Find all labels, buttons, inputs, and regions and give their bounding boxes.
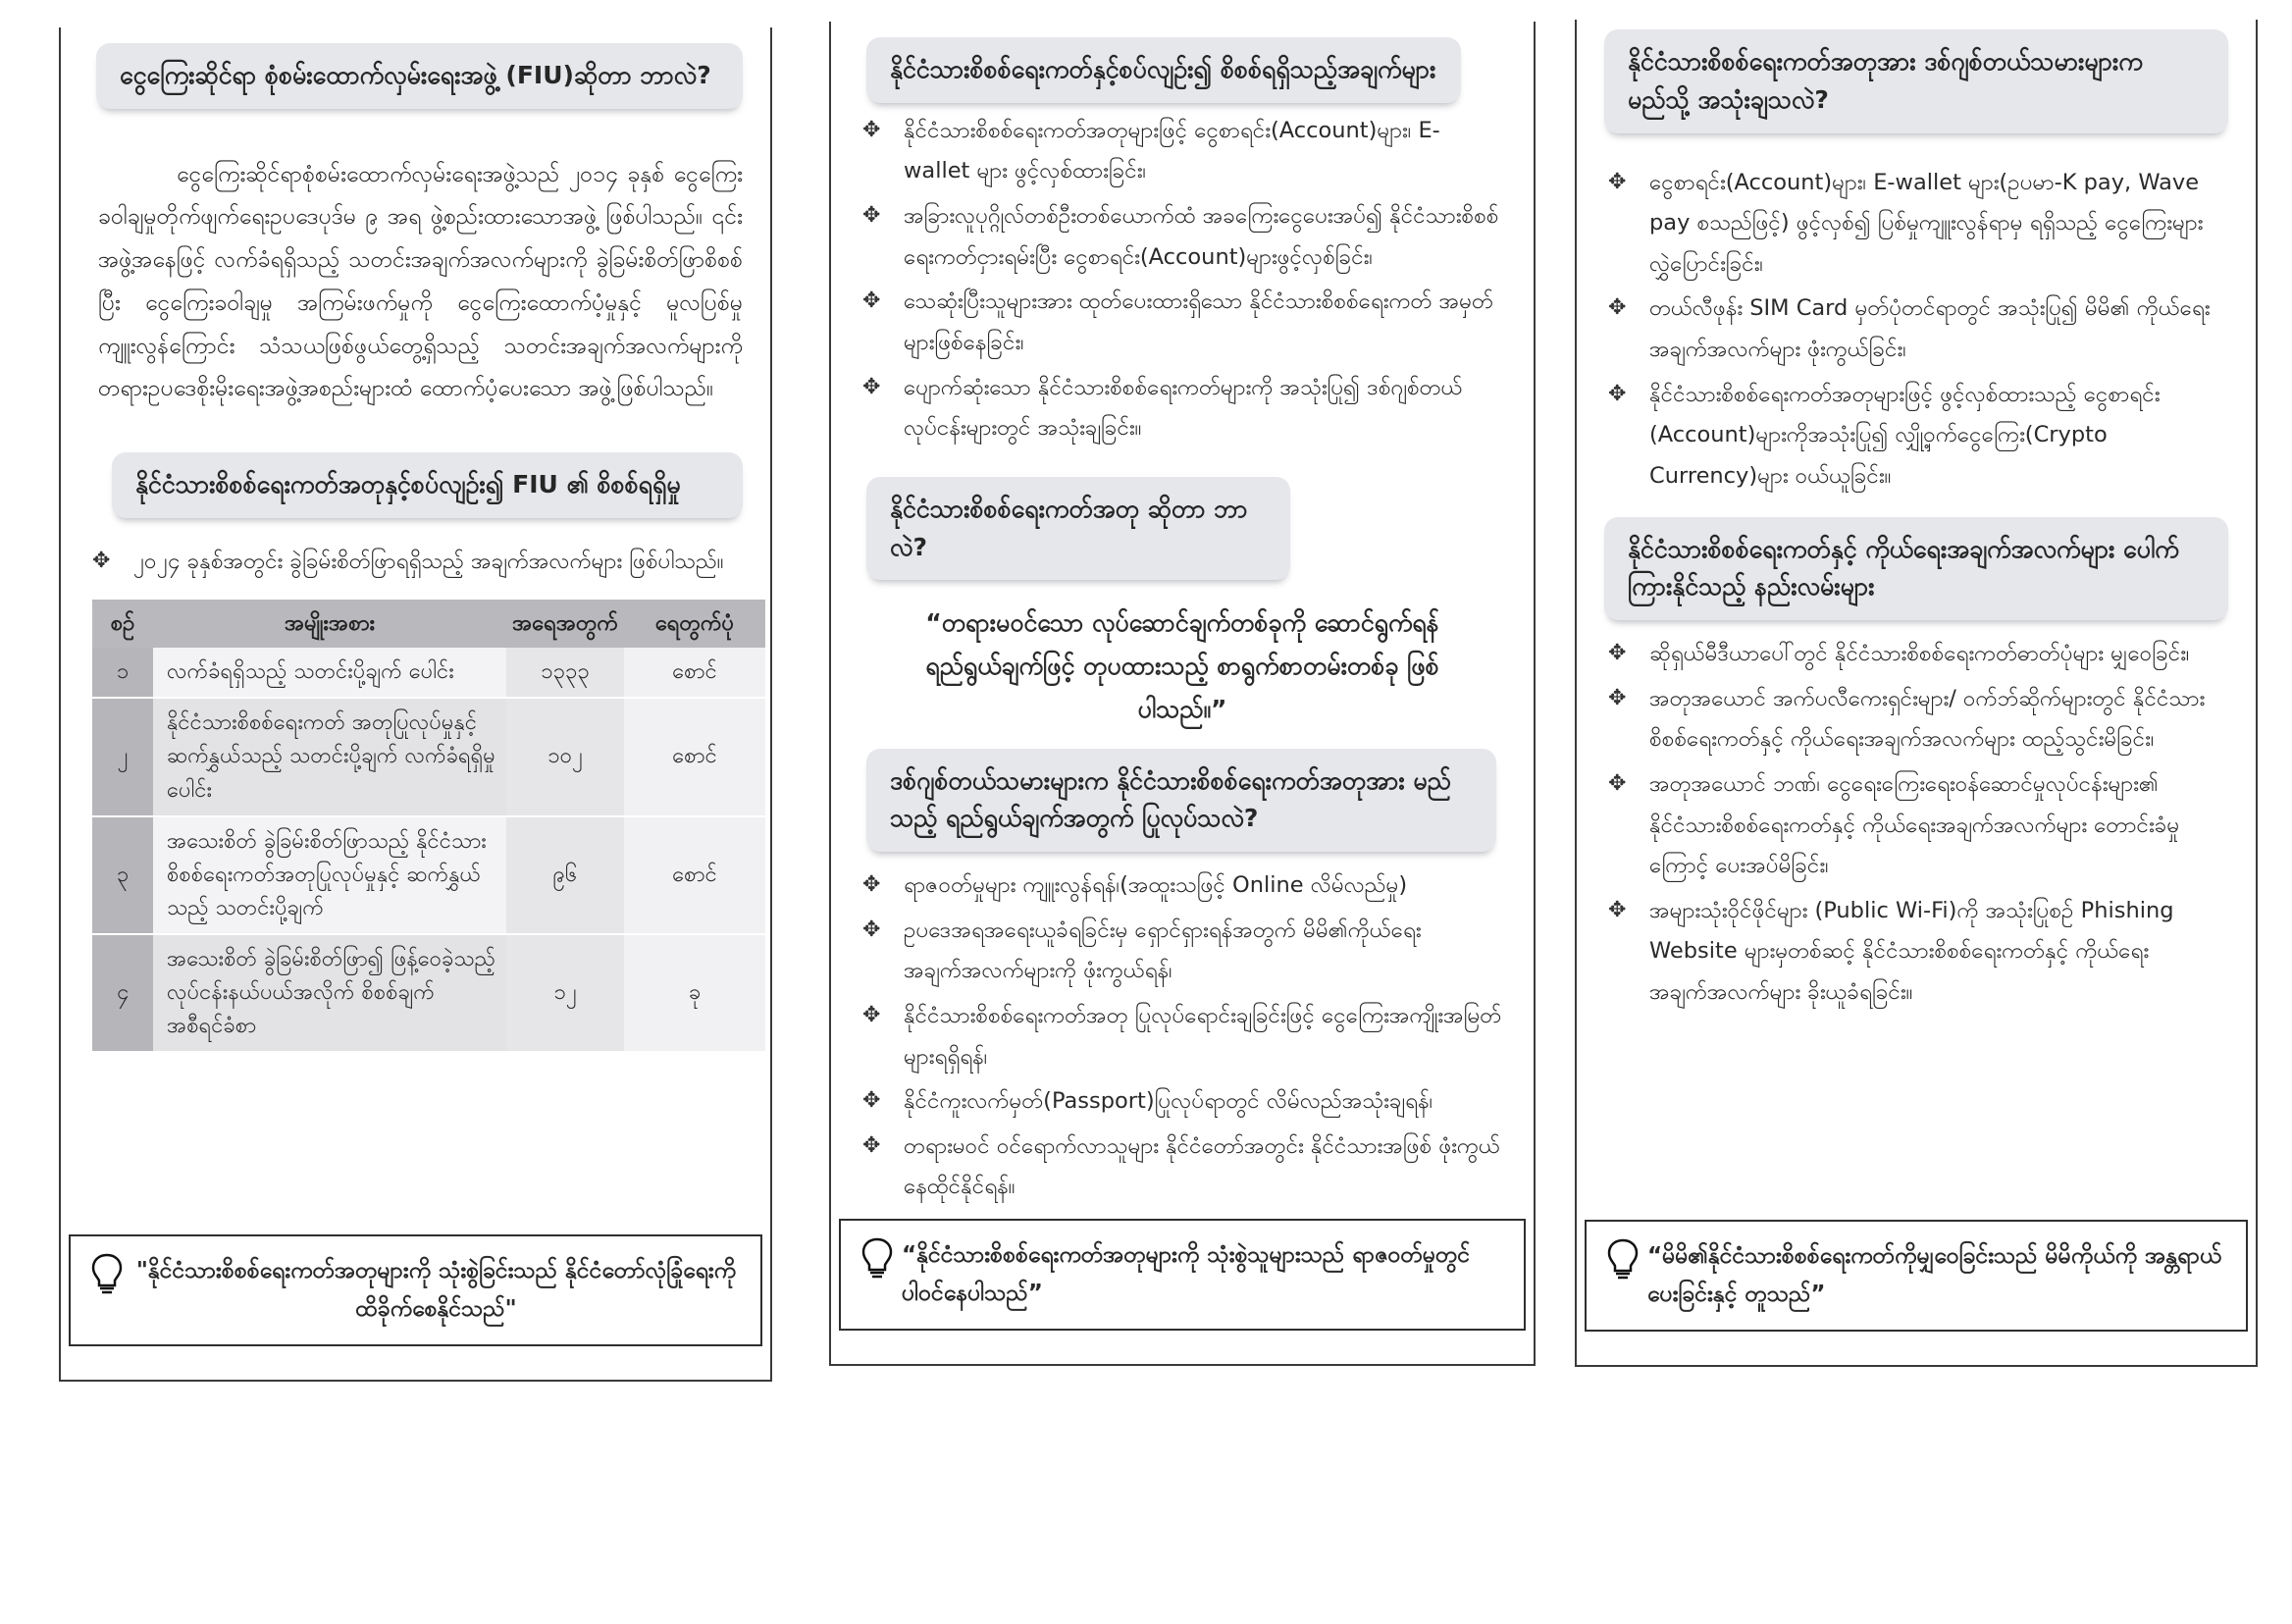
misuse-quote-box [1585,1220,2248,1332]
bullet-text: အတုအယောင် အက်ပလီကေးရှင်းများ/ ဝက်ဘ်ဆိုက်များတွင် နိုင်ငံသားစိစစ်ရေးကတ်နှင့် ကိုယ်ရေးအချက်အလက်များ ထည့်သွင်းမိခြင်း၊ [1649,685,2206,753]
fake-card-definition-heading: နိုင်ငံသားစိစစ်ရေးကတ်အတု ဆိုတာ ဘာလဲ? [866,477,1290,581]
lightbulb-icon [860,1236,894,1280]
bullet-icon: ✥ [1608,641,1627,665]
lightbulb-icon [90,1252,124,1295]
list-item [859,996,1506,1077]
fiu-intro: ငွေကြေးဆိုင်ရာစုံစမ်းထောက်လှမ်းရေးအဖွဲ့သည် ၂၀၁၄ ခုနှစ် ငွေကြေးခဝါချမှုတိုက်ဖျက်ရေးဥပဒေပုဒ်မ ၉ အရ ဖွဲ့စည်းထားသောအဖွဲ့ ဖြစ်ပါသည်။ ၎င်းအဖွဲ့အနေဖြင့် လက်ခံရရှိသည့် သတင်းအချက်အလက်များကို ခွဲခြမ်းစိတ်ဖြာစိစစ်ပြီး ငွေကြေးခဝါချမှု အကြမ်းဖက်မှုကို ငွေကြေးထောက်ပံ့မှုနှင့် မူလပြစ်မှုကျူးလွန်ကြောင်း သံသယဖြစ်ဖွယ်တွေ့ရှိသည့် သတင်းအချက်အလက်များကို တရားဥပဒေစိုးမိုးရေးအဖွဲ့အစည်းများထံ ထောက်ပံ့ပေးသော အဖွဲ့ဖြစ်ပါသည်။ [98,161,743,402]
list-item [1604,375,2228,498]
row-type: လက်ခံရရှိသည့် သတင်းပို့ချက် ပေါင်း [153,648,506,698]
row-no: ၃ [92,816,153,934]
bullet-icon: ✥ [862,872,881,897]
bullet-icon: ✥ [862,288,881,314]
table-header-count: အရေအတွက် [506,600,624,648]
table-header-unit: ရေတွက်ပုံ [624,600,765,648]
list-item [859,911,1506,992]
panel-id-card-findings [829,22,1536,1366]
row-unit: ခု [624,934,765,1052]
table-row [92,816,765,934]
bullet-icon: ✥ [862,917,881,942]
list-item [1604,679,2228,760]
bullet-text: နိုင်ငံကူးလက်မှတ်(Passport)ပြုလုပ်ရာတွင် လိမ်လည်အသုံးချရန်၊ [904,1088,1433,1115]
findings-heading: နိုင်ငံသားစိစစ်ရေးကတ်နှင့်စပ်လျဉ်း၍ စိစစ်ရရှိသည့်အချက်များ [866,37,1461,103]
bullet-text: အခြားလူပုဂ္ဂိုလ်တစ်ဦးတစ်ယောက်ထံ အခကြေးငွေပေးအပ်၍ နိုင်ငံသားစိစစ်ရေးကတ်ငှားရမ်းပြီး ငွေစာရင်း(Account)များဖွင့်လှစ်ခြင်း၊ [904,203,1499,270]
list-item [859,282,1506,363]
list-item [1604,891,2228,1014]
row-type: အသေးစိတ် ခွဲခြမ်းစိတ်ဖြာ၍ ဖြန့်ဝေခဲ့သည့် လုပ်ငန်းနယ်ပယ်အလိုက် စိစစ်ချက်အစီရင်ခံစာ [153,934,506,1052]
bullet-icon: ✥ [1608,897,1627,922]
bullet-icon: ✥ [862,374,881,399]
fiu-stats-heading: နိုင်ငံသားစိစစ်ရေးကတ်အတုနှင့်စပ်လျဉ်း၍ FIU ၏ စိစစ်ရရှိမှု [112,452,743,518]
leak-methods-heading: နိုင်ငံသားစိစစ်ရေးကတ်နှင့် ကိုယ်ရေးအချက်အလက်များ ပေါက်ကြားနိုင်သည့် နည်းလမ်းများ [1604,517,2228,621]
table-row [92,934,765,1052]
list-item [859,865,1506,907]
bullet-text: နိုင်ငံသားစိစစ်ရေးကတ်အတုများဖြင့် ဖွင့်လှစ်ထားသည့် ငွေစာရင်း (Account)များကိုအသုံးပြု၍ လျှို့ဝှက်ငွေကြေး(Crypto Currency)များ ဝယ်ယူခြင်း။ [1649,381,2161,489]
bullet-text: ပျောက်ဆုံးသော နိုင်ငံသားစိစစ်ရေးကတ်များကို အသုံးပြု၍ ဒစ်ဂျစ်တယ် လုပ်ငန်းများတွင် အသုံးချခြင်း။ [904,374,1463,442]
bullet-text: ရာဇဝတ်မှုများ ကျူးလွန်ရန်၊(အထူးသဖြင့် Online လိမ်လည်မှု) [904,872,1408,898]
bullet-text: တယ်လီဖုန်း SIM Card မှတ်ပုံတင်ရာတွင် အသုံးပြု၍ မိမိ၏ ကိုယ်ရေးအချက်အလက်များ ဖုံးကွယ်ခြင်း၊ [1649,295,2211,362]
fiu-quote-box [69,1234,762,1346]
row-no: ၁ [92,648,153,698]
list-item [1604,288,2228,370]
row-count: ၉၆ [506,816,624,934]
row-type: အသေးစိတ် ခွဲခြမ်းစိတ်ဖြာသည့် နိုင်ငံသားစိစစ်ရေးကတ်အတုပြုလုပ်မှုနှင့် ဆက်နွှယ်သည့် သတင်းပို့ချက် [153,816,506,934]
bullet-icon: ✥ [862,1132,881,1158]
list-item [859,111,1506,192]
row-no: ၄ [92,934,153,1052]
table-header-type: အမျိုးအစား [153,600,506,648]
bullet-icon: ✥ [862,1088,881,1114]
bullet-icon: ✥ [1608,295,1627,321]
bullet-text: ၂၀၂၄ ခုနှစ်အတွင်း ခွဲခြမ်းစိတ်ဖြာရရှိသည့် အချက်အလက်များ ဖြစ်ပါသည်။ [133,548,724,574]
purpose-heading: ဒစ်ဂျစ်တယ်သမားများက နိုင်ငံသားစိစစ်ရေးကတ်အတုအား မည်သည့် ရည်ရွယ်ချက်အတွက် ပြုလုပ်သလဲ? [866,749,1496,853]
misuse-heading: နိုင်ငံသားစိစစ်ရေးကတ်အတုအား ဒစ်ဂျစ်တယ်သမားများက မည်သို့ အသုံးချသလဲ? [1604,29,2228,133]
bullet-text: ငွေစာရင်း(Account)များ၊ E-wallet များ(ဥပမာ-K pay, Wave pay စသည်ဖြင့်) ဖွင့်လှစ်၍ ပြစ်မှုကျူးလွန်ရာမှ ရရှိသည့် ငွေကြေးများ လွှဲပြောင်းခြင်း၊ [1649,169,2204,277]
row-count: ၁၂ [506,934,624,1052]
fake-card-definition: “တရားမဝင်သော လုပ်ဆောင်ချက်တစ်ခုကို ဆောင်ရွက်ရန် ရည်ရွယ်ချက်ဖြင့် တုပထားသည့် စာရွက်စာတမ်းတစ်ခု ဖြစ်ပါသည်။” [925,608,1439,723]
fiu-heading: ငွေကြေးဆိုင်ရာ စုံစမ်းထောက်လှမ်းရေးအဖွဲ့ (FIU)ဆိုတာ ဘာလဲ? [96,43,743,109]
findings-quote-box [839,1219,1526,1331]
lightbulb-icon [1606,1237,1640,1281]
panel-fiu [59,27,772,1382]
list-item [859,196,1506,278]
list-item [1604,634,2228,675]
misuse-quote-text: “မိမိ၏နိုင်ငံသားစိစစ်ရေးကတ်ကိုမျှဝေခြင်းသည် မိမိကိုယ်ကို အန္တရာယ်ပေးခြင်းနှင့် တူသည်” [1647,1242,2222,1307]
table-row [92,698,765,815]
list-item [859,1081,1506,1123]
bullet-text: နိုင်ငံသားစိစစ်ရေးကတ်အတု ပြုလုပ်ရောင်းချခြင်းဖြင့် ငွေကြေးအကျိုးအမြတ်များရရှိရန်၊ [904,1002,1502,1070]
bullet-text: တရားမဝင် ဝင်ရောက်လာသူများ နိုင်ငံတော်အတွင်း နိုင်ငံသားအဖြစ် ဖုံးကွယ်နေထိုင်နိုင်ရန်။ [904,1132,1500,1200]
row-count: ၁၃၃၃ [506,648,624,698]
list-item [88,542,743,583]
table-header-row [92,600,765,648]
row-no: ၂ [92,698,153,815]
row-unit: စောင် [624,648,765,698]
bullet-text: အများသုံးဝိုင်ဖိုင်များ (Public Wi-Fi)ကို အသုံးပြုစဉ် Phishing Website များမှတစ်ဆင့် နိုင်ငံသားစိစစ်ရေးကတ်နှင့် ကိုယ်ရေးအချက်အလက်များ ခိုးယူခံရခြင်း။ [1649,897,2174,1005]
fiu-quote-text: "နိုင်ငံသားစိစစ်ရေးကတ်အတုများကို သုံးစွဲခြင်းသည် နိုင်ငံတော်လုံခြုံရေးကို ထိခိုက်စေနိုင်သည်" [135,1257,737,1322]
bullet-text: နိုင်ငံသားစိစစ်ရေးကတ်အတုများဖြင့် ငွေစာရင်း(Account)များ၊ E-wallet များ ဖွင့်လှစ်ထားခြင်း၊ [904,117,1440,184]
row-count: ၁၀၂ [506,698,624,815]
list-item [859,1126,1506,1208]
bullet-icon: ✥ [92,548,111,573]
bullet-icon: ✥ [1608,770,1627,796]
bullet-text: ဥပဒေအရအရေးယူခံရခြင်းမှ ရှောင်ရှားရန်အတွက် မိမိ၏ကိုယ်ရေးအချက်အလက်များကို ဖုံးကွယ်ရန်၊ [904,917,1422,984]
list-item [1604,764,2228,887]
bullet-text: ဆိုရှယ်မီဒီယာပေါ်တွင် နိုင်ငံသားစိစစ်ရေးကတ်ဓာတ်ပုံများ မျှဝေခြင်း၊ [1649,641,2190,666]
list-item [859,368,1506,449]
fiu-stats-table [92,600,765,1053]
bullet-text: အတုအယောင် ဘဏ်၊ ငွေရေးကြေးရေးဝန်ဆောင်မှုလုပ်ငန်းများ၏ နိုင်ငံသားစိစစ်ရေးကတ်နှင့် ကိုယ်ရေးအချက်အလက်များ တောင်းခံမှုကြောင့် ပေးအပ်မိခြင်း၊ [1649,770,2180,879]
findings-quote-text: “နိုင်ငံသားစိစစ်ရေးကတ်အတုများကို သုံးစွဲသူများသည် ရာဇဝတ်မှုတွင် ပါဝင်နေပါသည်” [902,1241,1471,1306]
bullet-text: သေဆုံးပြီးသူများအား ထုတ်ပေးထားရှိသော နိုင်ငံသားစိစစ်ရေးကတ် အမှတ်များဖြစ်နေခြင်း၊ [904,288,1493,355]
bullet-icon: ✥ [1608,169,1627,194]
bullet-icon: ✥ [862,203,881,228]
table-header-no: စဉ် [92,600,153,648]
bullet-icon: ✥ [862,117,881,142]
bullet-icon: ✥ [862,1002,881,1027]
panel-misuse [1575,20,2258,1367]
row-type: နိုင်ငံသားစိစစ်ရေးကတ် အတုပြုလုပ်မှုနှင့်ဆက်နွှယ်သည့် သတင်းပို့ချက် လက်ခံရရှိမှုပေါင်း [153,698,506,815]
table-row [92,648,765,698]
bullet-icon: ✥ [1608,381,1627,406]
row-unit: စောင် [624,816,765,934]
bullet-icon: ✥ [1608,685,1627,710]
list-item [1604,163,2228,286]
row-unit: စောင် [624,698,765,815]
